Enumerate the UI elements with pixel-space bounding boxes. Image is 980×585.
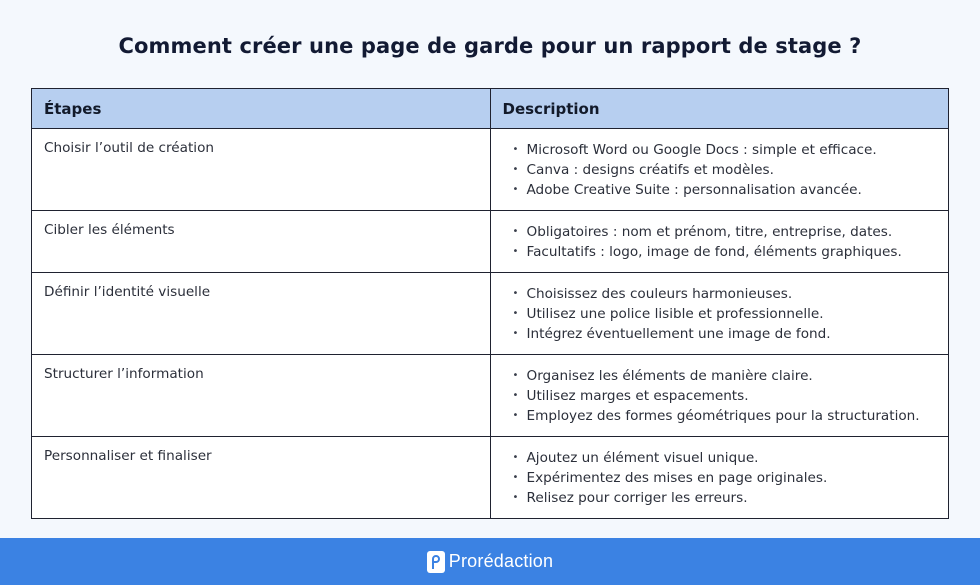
list-item: • Organisez les éléments de manière claire.: [513, 366, 937, 386]
steps-table: [31, 88, 949, 519]
table-header-row: [32, 89, 949, 129]
table-row: [32, 355, 949, 437]
description-cell: [490, 211, 949, 273]
list-item: • Obligatoires : nom et prénom, titre, entreprise, dates.: [513, 222, 937, 242]
list-item: • Facultatifs : logo, image de fond, éléments graphiques.: [513, 242, 937, 262]
brand[interactable]: [427, 551, 553, 573]
proredaction-logo-icon: [427, 551, 445, 573]
list-item: • Microsoft Word ou Google Docs : simple et efficace.: [513, 140, 937, 160]
list-item: • Intégrez éventuellement une image de fond.: [513, 324, 937, 344]
step-cell: Cibler les éléments: [32, 211, 491, 273]
list-item: • Utilisez une police lisible et professionnelle.: [513, 304, 937, 324]
column-header-steps: Étapes: [32, 89, 491, 129]
description-list: [503, 448, 937, 508]
list-item: • Expérimentez des mises en page originales.: [513, 468, 937, 488]
list-item: • Canva : designs créatifs et modèles.: [513, 160, 937, 180]
description-list: [503, 222, 937, 262]
page-title: Comment créer une page de garde pour un rapport de stage ?: [118, 34, 862, 58]
footer-bar: [0, 538, 980, 585]
step-cell: Choisir l’outil de création: [32, 129, 491, 211]
table-row: [32, 211, 949, 273]
column-header-description: Description: [490, 89, 949, 129]
list-item: • Choisissez des couleurs harmonieuses.: [513, 284, 937, 304]
list-item: • Employez des formes géométriques pour la structuration.: [513, 406, 937, 426]
list-item: • Ajoutez un élément visuel unique.: [513, 448, 937, 468]
list-item: • Utilisez marges et espacements.: [513, 386, 937, 406]
table-row: [32, 437, 949, 519]
list-item: • Relisez pour corriger les erreurs.: [513, 488, 937, 508]
description-list: [503, 366, 937, 426]
description-cell: [490, 129, 949, 211]
brand-name: Prorédaction: [448, 551, 554, 571]
description-cell: [490, 273, 949, 355]
description-list: [503, 140, 937, 200]
table-row: [32, 273, 949, 355]
step-cell: Personnaliser et finaliser: [32, 437, 491, 519]
step-cell: Structurer l’information: [32, 355, 491, 437]
step-cell: Définir l’identité visuelle: [32, 273, 491, 355]
description-list: [503, 284, 937, 344]
description-cell: [490, 355, 949, 437]
table-row: [32, 129, 949, 211]
description-cell: [490, 437, 949, 519]
list-item: • Adobe Creative Suite : personnalisation avancée.: [513, 180, 937, 200]
